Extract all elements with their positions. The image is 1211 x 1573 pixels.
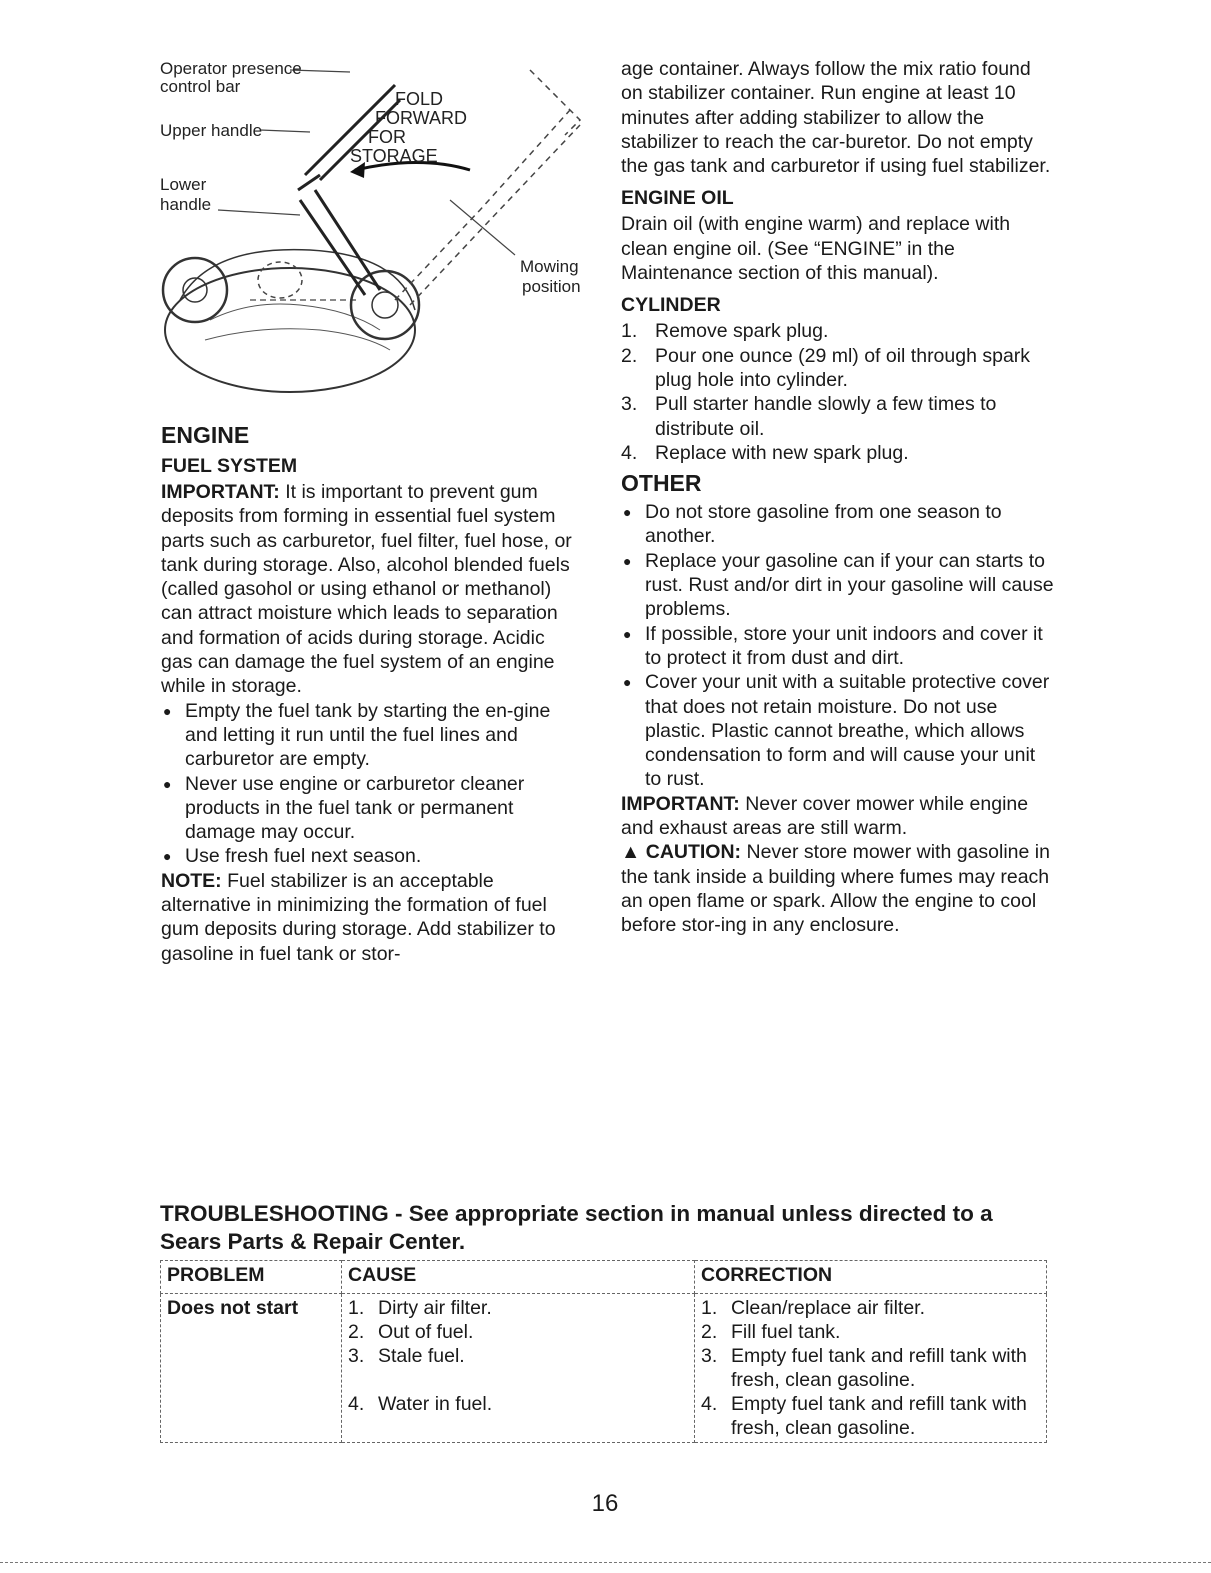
- engine-oil-text: Drain oil (with engine warm) and replace with clean engine oil. (See “ENGINE” in the Maintenance section of this manual).: [621, 213, 1011, 285]
- left-column: [161, 420, 581, 966]
- important-warm-paragraph: [621, 792, 1056, 841]
- label-lower-handle-1: Lower: [160, 175, 207, 194]
- cause-text: Stale fuel.: [378, 1345, 465, 1367]
- stabilizer-continuation: age container. Always follow the mix ratio found on stabilizer container. Run engine at least 10 minutes after adding stabilizer to allow the stabilizer to reach the car-buretor. Do not empty the gas tank and carburetor if using fuel stabilizer.: [621, 58, 1051, 178]
- cause-item: 3. Stale fuel.: [348, 1345, 465, 1367]
- cylinder-step: 4. Replace with new spark plug.: [621, 441, 909, 464]
- header-correction: CORRECTION: [695, 1261, 1047, 1294]
- bottom-divider: [0, 1562, 1211, 1563]
- caution-paragraph: [621, 840, 1056, 937]
- mower-storage-illustration: [150, 50, 600, 420]
- bullet-text: Do not store gasoline from one season to another.: [645, 501, 1002, 548]
- note-paragraph: [161, 869, 581, 966]
- label-mowing-2: position: [522, 277, 581, 296]
- cause-item: 4. Water in fuel.: [348, 1393, 493, 1415]
- step-text: Remove spark plug.: [655, 320, 829, 343]
- troubleshooting-title: TROUBLESHOOTING - See appropriate section in manual unless directed to a Sears Parts & Repair Center.: [160, 1201, 993, 1254]
- table-header-row: [161, 1261, 1047, 1294]
- label-mowing-1: Mowing: [520, 257, 579, 276]
- correction-text: Fill fuel tank.: [731, 1321, 841, 1343]
- step-text: Replace with new spark plug.: [655, 441, 909, 464]
- header-cause: CAUSE: [342, 1261, 695, 1294]
- correction-text: Empty fuel tank and refill tank with fresh, clean gasoline.: [731, 1345, 1027, 1391]
- bullet-item: ● Empty the fuel tank by starting the en-gine and letting it run until the fuel lines and carburetor are empty.: [163, 699, 551, 771]
- step-text: Pull starter handle slowly a few times to distribute oil.: [655, 393, 997, 440]
- correction-item: 3. Empty fuel tank and refill tank with fresh, clean gasoline.: [701, 1345, 1027, 1391]
- other-bullet: ● Do not store gasoline from one season to another.: [623, 501, 1002, 548]
- mower-drawing: [150, 50, 600, 420]
- right-column: [621, 57, 1056, 938]
- correction-cell: [695, 1294, 1047, 1443]
- bullet-text: If possible, store your unit indoors and cover it to protect it from dust and dirt.: [645, 622, 1043, 669]
- label-operator-presence-1: Operator presence: [160, 59, 302, 78]
- caution-text: Never store mower with gasoline in the tank inside a building where fumes may reach an open flame or spark. Allow the engine to cool before stor-ing in any enclosure.: [621, 841, 1050, 937]
- correction-item: 4. Empty fuel tank and refill tank with fresh, clean gasoline.: [701, 1393, 1027, 1439]
- cylinder-step: 2. Pour one ounce (29 ml) of oil through spark plug hole into cylinder.: [621, 344, 1031, 391]
- troubleshooting-section: [160, 1200, 1050, 1443]
- warning-triangle-icon: ▲: [621, 841, 641, 864]
- bullet-text: Cover your unit with a suitable protective cover that does not retain moisture. Do not use plastic. Plastic cannot breathe, which allows condensation to form and will cause your unit to rust.: [645, 671, 1050, 791]
- page-number: 16: [591, 1490, 619, 1517]
- rear-wheel: [351, 271, 419, 339]
- other-heading: OTHER: [621, 470, 702, 497]
- note-text: Fuel stabilizer is an acceptable alternative in minimizing the formation of fuel gum deposits during storage. Add stabilizer to gasoline in fuel tank or stor-: [161, 869, 556, 965]
- label-fold-3: FOR: [368, 127, 406, 147]
- bullet-item: ● Use fresh fuel next season.: [163, 845, 422, 868]
- bullet-item: ● Never use engine or carburetor cleaner products in the fuel tank or permanent damage may occur.: [163, 772, 525, 844]
- label-fold-1: FOLD: [395, 89, 444, 109]
- label-fold-2: FORWARD: [375, 108, 467, 128]
- caution-label: CAUTION:: [645, 841, 742, 864]
- bullet-text: Replace your gasoline can if your can starts to rust. Rust and/or dirt in your gasoline will cause problems.: [645, 549, 1054, 621]
- engine-heading: ENGINE: [161, 422, 250, 448]
- label-upper-handle: Upper handle: [160, 121, 263, 140]
- other-bullet: ● If possible, store your unit indoors and cover it to protect it from dust and dirt.: [623, 622, 1043, 669]
- correction-item: 1. Clean/replace air filter.: [701, 1297, 926, 1319]
- problem-cell: Does not start: [161, 1294, 342, 1443]
- fuel-system-heading: FUEL SYSTEM: [161, 455, 298, 477]
- important-label: IMPORTANT:: [161, 481, 280, 503]
- engine-oil-heading: ENGINE OIL: [621, 187, 734, 210]
- cause-cell: [342, 1294, 695, 1443]
- bullet-text: Use fresh fuel next season.: [185, 845, 422, 868]
- table-row: [161, 1294, 1047, 1443]
- correction-item: 2. Fill fuel tank.: [701, 1321, 841, 1343]
- cylinder-step: 3. Pull starter handle slowly a few times to distribute oil.: [621, 393, 997, 440]
- cause-text: Water in fuel.: [378, 1393, 493, 1415]
- correction-text: Clean/replace air filter.: [731, 1297, 926, 1319]
- note-label: NOTE:: [161, 869, 222, 892]
- bullet-text: Empty the fuel tank by starting the en-gine and letting it run until the fuel lines and carburetor are empty.: [185, 699, 551, 771]
- important-text: It is important to prevent gum deposits from forming in essential fuel system parts such as carburetor, fuel filter, fuel hose, or tank during storage. Also, alcohol blended fuels (called gasohol or using ethanol or methanol) can attract moisture which leads to separation and formation of acids during storage. Acidic gas can damage the fuel system of an engine while in storage.: [161, 481, 572, 698]
- cause-item: 2. Out of fuel.: [348, 1321, 474, 1343]
- other-bullet: ● Cover your unit with a suitable protective cover that does not retain moisture. Do not use plastic. Plastic cannot breathe, which allows condensation to form and will cause your unit to rust.: [623, 671, 1050, 791]
- important-text: Never cover mower while engine and exhaust areas are still warm.: [621, 792, 1029, 840]
- cause-text: Dirty air filter.: [378, 1297, 492, 1319]
- troubleshooting-table: [160, 1260, 1047, 1443]
- step-text: Pour one ounce (29 ml) of oil through spark plug hole into cylinder.: [655, 344, 1031, 391]
- cylinder-step: 1. Remove spark plug.: [621, 320, 829, 343]
- cause-item: 1. Dirty air filter.: [348, 1297, 492, 1319]
- header-problem: PROBLEM: [161, 1261, 342, 1294]
- other-bullet: ● Replace your gasoline can if your can starts to rust. Rust and/or dirt in your gasoline will cause problems.: [623, 549, 1054, 621]
- bullet-text: Never use engine or carburetor cleaner products in the fuel tank or permanent damage may occur.: [185, 772, 525, 844]
- cause-text: Out of fuel.: [378, 1321, 474, 1343]
- cylinder-heading: CYLINDER: [621, 294, 721, 317]
- correction-text: Empty fuel tank and refill tank with fresh, clean gasoline.: [731, 1393, 1027, 1439]
- label-lower-handle-2: handle: [160, 195, 212, 214]
- important-paragraph: [161, 480, 581, 699]
- label-operator-presence-2: control bar: [160, 77, 241, 96]
- label-fold-4: STORAGE: [350, 146, 438, 166]
- important-label: IMPORTANT:: [621, 792, 740, 815]
